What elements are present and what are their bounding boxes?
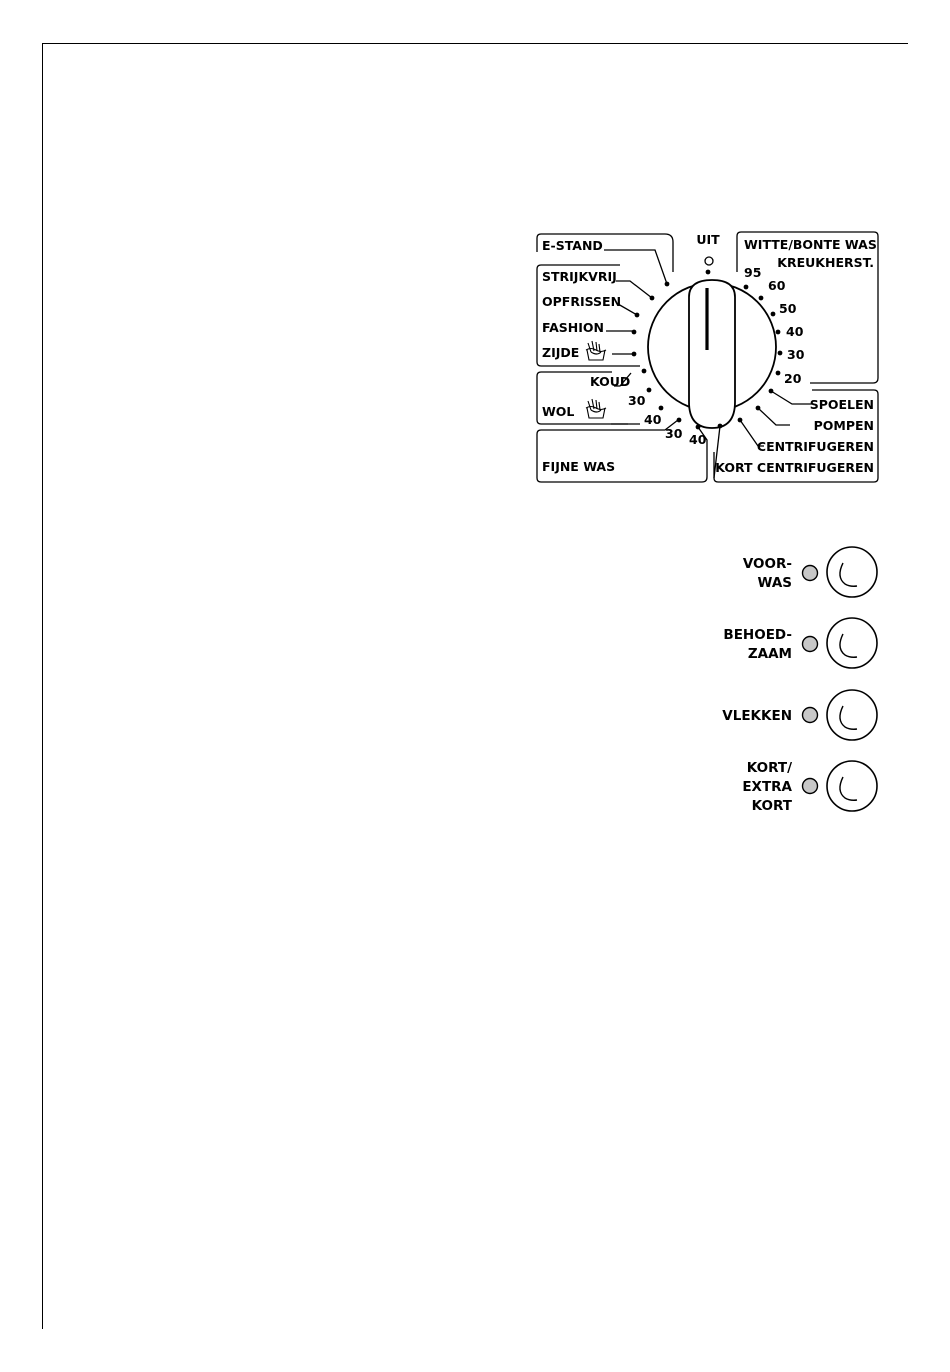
label-e-stand: E-STAND bbox=[542, 238, 603, 253]
off-position-circle bbox=[705, 257, 713, 265]
label-fijne-40: 40 bbox=[689, 432, 707, 447]
indicator-light bbox=[803, 637, 818, 652]
option-button-voorwas[interactable] bbox=[743, 547, 877, 597]
push-button[interactable] bbox=[827, 547, 877, 597]
label-spoelen: SPOELEN bbox=[809, 397, 874, 412]
label-kreukherst: KREUKHERST. bbox=[777, 255, 874, 270]
button-label-line3: KORT bbox=[751, 798, 792, 814]
dial-knob-pointer[interactable] bbox=[689, 280, 735, 428]
label-temp-60: 60 bbox=[768, 278, 786, 293]
label-witte-bonte-was: WITTE/BONTE WAS bbox=[744, 237, 877, 252]
label-temp-95: 95 bbox=[744, 265, 762, 280]
label-pompen: POMPEN bbox=[813, 418, 874, 433]
label-fijne-was: FIJNE WAS bbox=[542, 459, 616, 474]
button-label-line2: WAS bbox=[757, 575, 792, 591]
hand-wash-icon bbox=[586, 399, 606, 418]
label-wol-30: 30 bbox=[628, 393, 646, 408]
option-button-behoedzaam[interactable] bbox=[723, 618, 877, 668]
label-koud: KOUD bbox=[590, 374, 631, 389]
label-zijde: ZIJDE bbox=[542, 345, 580, 360]
off-label: UIT bbox=[696, 232, 720, 247]
button-label-line1: KORT/ bbox=[746, 760, 792, 776]
label-temp-30: 30 bbox=[787, 347, 805, 362]
label-opfrissen: OPFRISSEN bbox=[542, 294, 622, 309]
option-button-vlekken[interactable] bbox=[722, 690, 877, 740]
option-button-kort-extra-kort[interactable] bbox=[742, 760, 877, 814]
button-label-line1: VOOR- bbox=[742, 556, 792, 572]
push-button[interactable] bbox=[827, 618, 877, 668]
button-label-line1: VLEKKEN bbox=[722, 708, 792, 724]
indicator-light bbox=[803, 566, 818, 581]
button-label-line1: BEHOED- bbox=[723, 627, 792, 643]
hand-wash-icon bbox=[586, 341, 606, 360]
label-strijkvrij: STRIJKVRIJ bbox=[542, 269, 617, 284]
label-temp-50: 50 bbox=[779, 301, 797, 316]
label-fijne-30: 30 bbox=[665, 426, 683, 441]
label-centrifugeren: CENTRIFUGEREN bbox=[756, 439, 874, 454]
button-label-line2: ZAAM bbox=[747, 646, 792, 662]
indicator-light bbox=[803, 708, 818, 723]
push-button[interactable] bbox=[827, 690, 877, 740]
label-wol: WOL bbox=[542, 404, 575, 419]
label-fashion: FASHION bbox=[542, 320, 604, 335]
label-wol-40: 40 bbox=[644, 412, 662, 427]
label-kort-centrifugeren: KORT CENTRIFUGEREN bbox=[715, 460, 874, 475]
label-temp-40: 40 bbox=[786, 324, 804, 339]
indicator-light bbox=[803, 779, 818, 794]
program-dial[interactable] bbox=[648, 280, 776, 428]
button-label-line2: EXTRA bbox=[742, 779, 792, 795]
label-temp-20: 20 bbox=[784, 371, 802, 386]
frame-e-stand-left bbox=[537, 234, 541, 252]
push-button[interactable] bbox=[827, 761, 877, 811]
